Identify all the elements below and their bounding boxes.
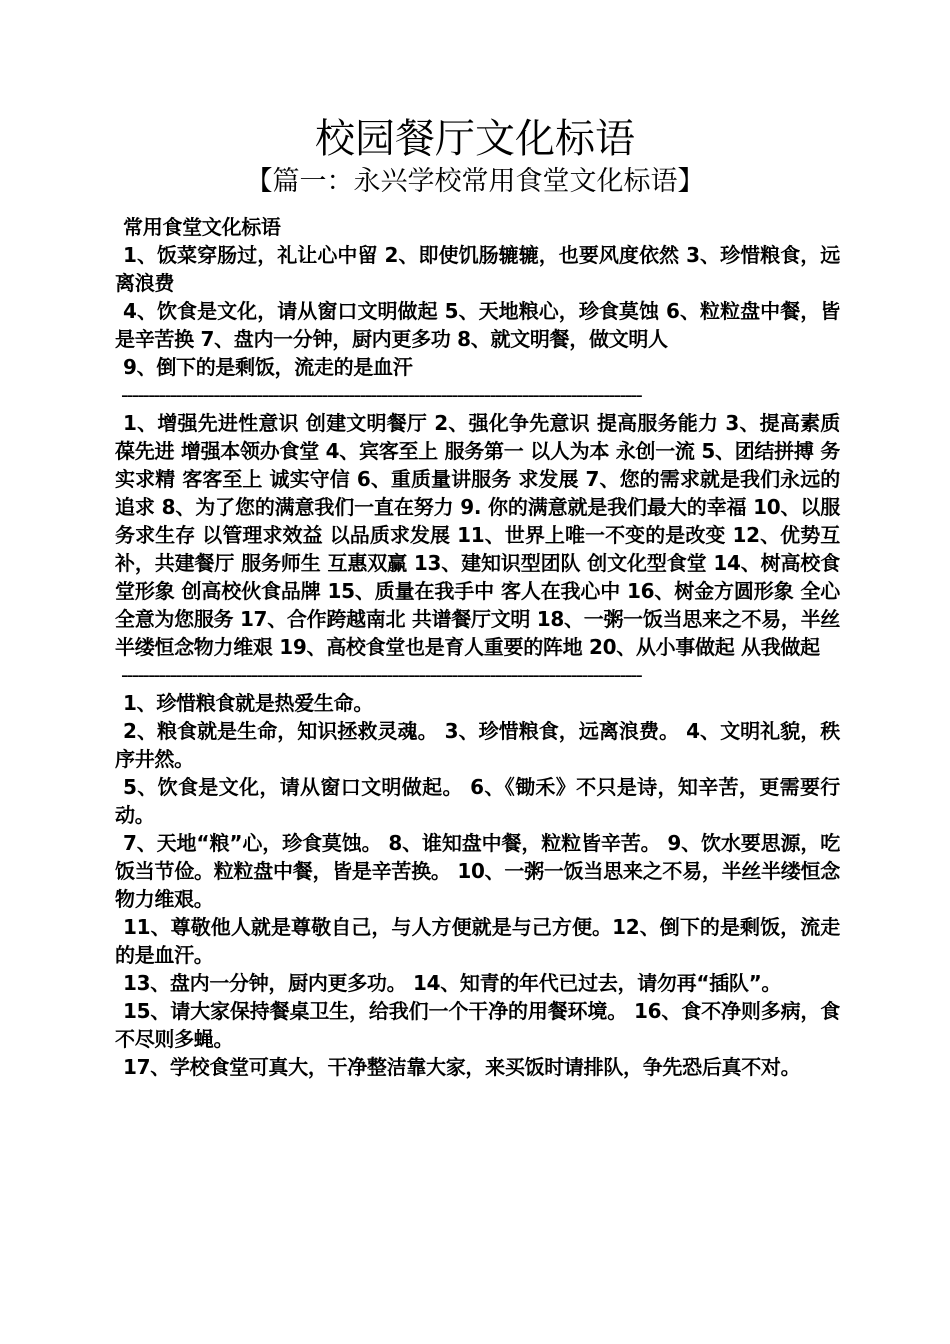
slogan-paragraph: 17、学校食堂可真大，干净整洁靠大家，来买饭时请排队，争先恐后真不对。 [123,1055,801,1079]
slogan-paragraph: 4、饮食是文化，请从窗口文明做起 5、天地粮心，珍食莫蚀 6、粒粒盘中餐，皆是辛苦换 7、盘内一分钟，厨内更多功 8、就文明餐，做文明人 [115,299,840,351]
slogan-paragraph: 1、增强先进性意识 创建文明餐厅 2、强化争先意识 提高服务能力 3、提高素质葆先进 增强本领办食堂 4、宾客至上 服务第一 以人为本 永创一流 5、团结拼搏 务实求精 客客至上 诚实守信 6、重质量讲服务 求发展 7、您的需求就是我们永远的追求 8、为了您的满意我们一直在努力 9. 你的满意就是我们最大的幸福 10、以服务求生存 以管理求效益 以品质求发展 11、世界上唯一不变的是改变 12、优势互补，共建餐厅 服务师生 互惠双赢 13、建知识型团队 创文化型食堂 14、树高校食堂形象 创高校伙食品牌 15、质量在我手中 客人在我心中 16、树金方圆形象 全心全意为您服务 17、合作跨越南北 共谱餐厅文明 18、一粥一饭当思来之不易，半丝半缕恒念物力维艰 19、高校食堂也是育人重要的阵地 20、从小事做起 从我做起 [115,411,840,659]
dashed-separator: ------------------------------------------------------------------------------------------------ [121,383,642,407]
page-title: 校园餐厅文化标语 [315,116,635,162]
slogan-paragraph: 15、请大家保持餐桌卫生，给我们一个干净的用餐环境。 16、食不净则多病，食不尽则多蝇。 [115,999,840,1051]
slogan-paragraph: 9、倒下的是剩饭，流走的是血汗 [123,355,413,379]
slogan-paragraph: 7、天地“粮”心，珍食莫蚀。 8、谁知盘中餐，粒粒皆辛苦。 9、饮水要思源，吃饭当节俭。粒粒盘中餐，皆是辛苦换。 10、一粥一饭当思来之不易，半丝半缕恒念物力维艰。 [115,831,840,911]
page-subtitle: 【篇一：永兴学校常用食堂文化标语】 [245,166,705,197]
slogan-paragraph: 11、尊敬他人就是尊敬自己，与人方便就是与己方便。12、倒下的是剩饭，流走的是血汗。 [115,915,840,967]
slogan-paragraph: 5、饮食是文化，请从窗口文明做起。 6、《锄禾》不只是诗，知辛苦，更需要行动。 [115,775,840,827]
slogan-paragraph: 2、粮食就是生命，知识拯救灵魂。 3、珍惜粮食，远离浪费。 4、文明礼貌，秩序井然。 [115,719,840,771]
document-body [115,213,840,1081]
slogan-paragraph: 13、盘内一分钟，厨内更多功。 14、知青的年代已过去，请勿再“插队”。 [123,971,782,995]
slogan-paragraph: 1、珍惜粮食就是热爱生命。 [123,691,374,715]
section-heading: 常用食堂文化标语 [123,215,281,239]
slogan-paragraph: 1、饭菜穿肠过，礼让心中留 2、即使饥肠辘辘，也要风度依然 3、珍惜粮食，远离浪费 [115,243,840,295]
dashed-separator: ------------------------------------------------------------------------------------------------ [121,663,642,687]
